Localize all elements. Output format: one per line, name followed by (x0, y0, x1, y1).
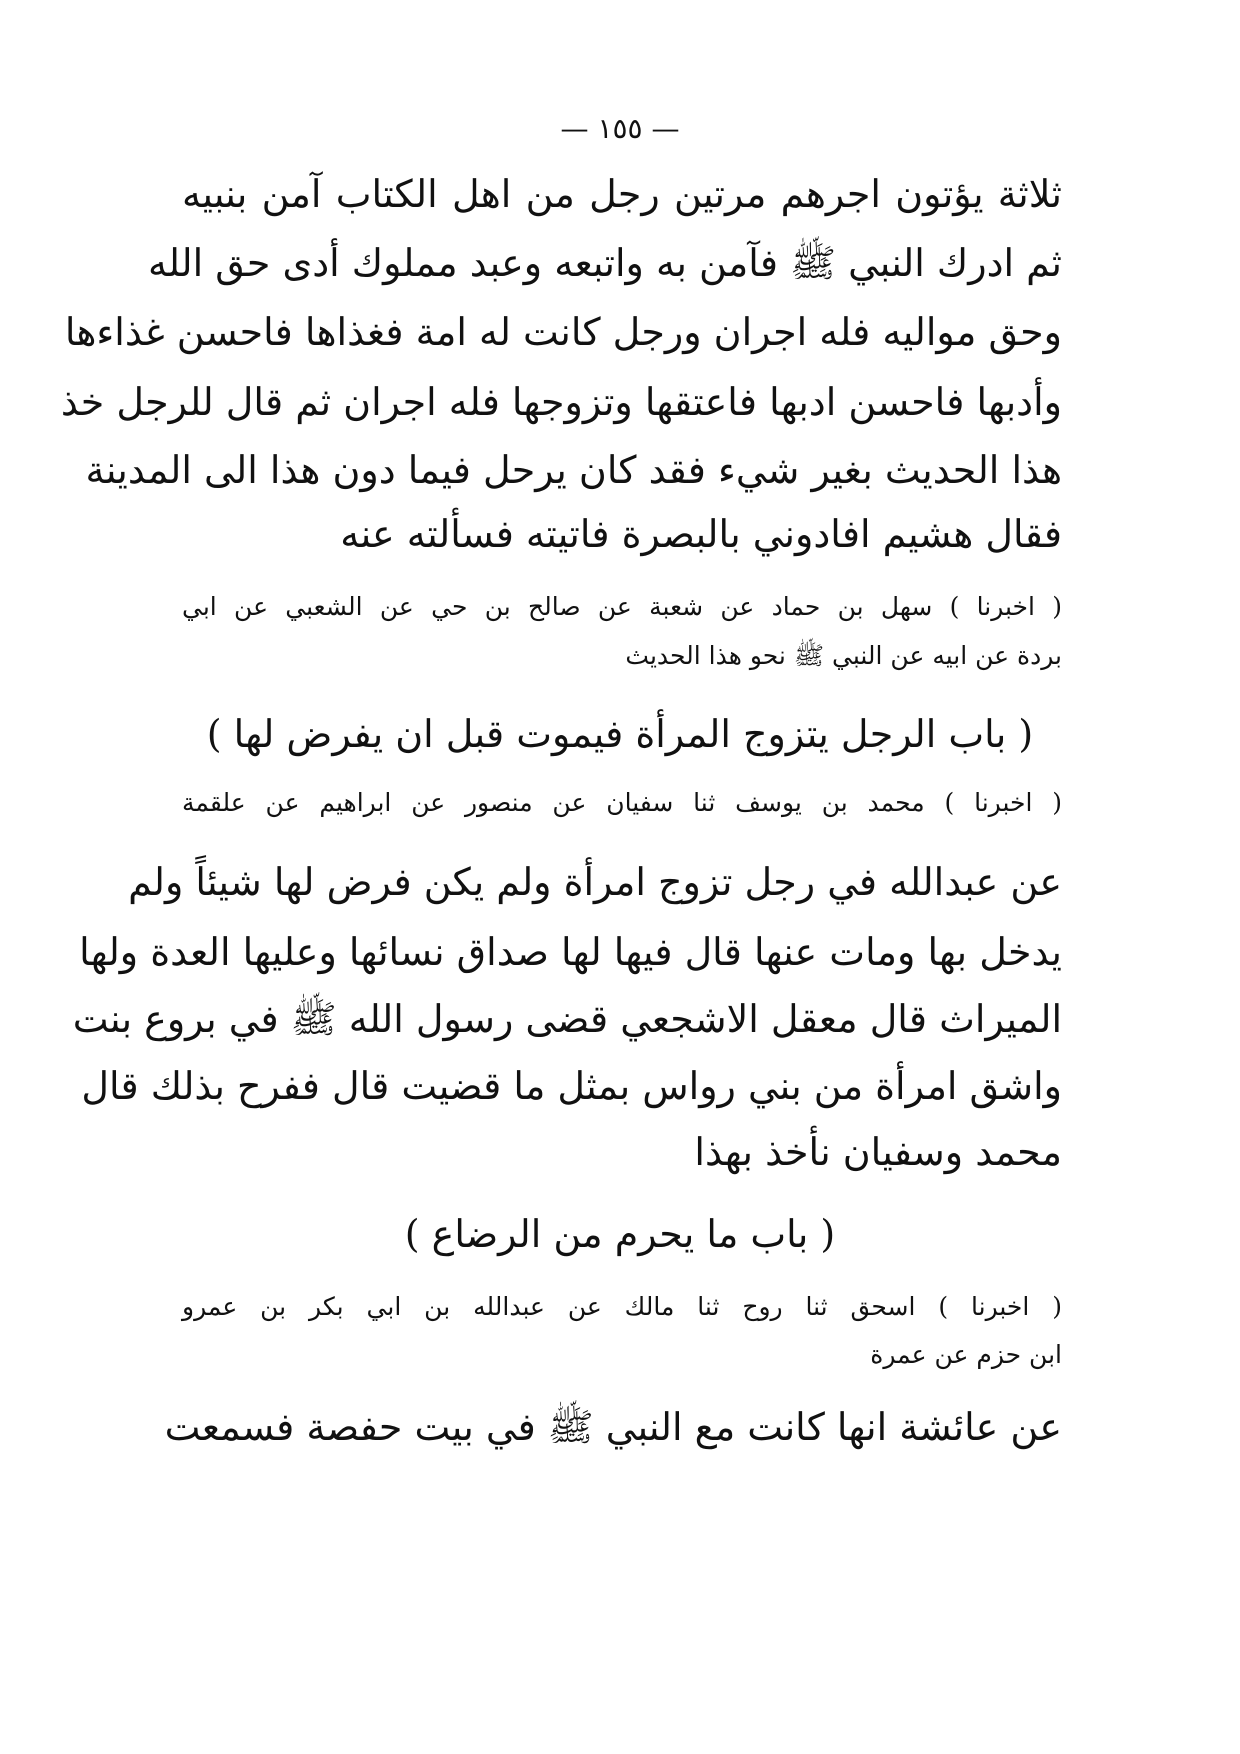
text-line: واشق امرأة من بني رواس بمثل ما قضيت قال ففرح بذلك قال (81, 1064, 1062, 1108)
chapter-heading: ( باب الرجل يتزوج المرأة فيموت قبل ان يفرض لها ) (206, 712, 1034, 756)
text-line: وحق مواليه فله اجران ورجل كانت له امة فغذاها فاحسن غذاءها (64, 310, 1062, 354)
isnad-line: ( اخبرنا ) اسحق ثنا روح ثنا مالك عن عبدالله بن ابي بكر بن عمرو (182, 1292, 1062, 1321)
text-line: هذا الحديث بغير شيء فقد كان يرحل فيما دون هذا الى المدينة (85, 448, 1062, 492)
text-line: فقال هشيم افادوني بالبصرة فاتيته فسألته عنه (340, 512, 1062, 556)
isnad-line: ابن حزم عن عمرة (870, 1340, 1062, 1369)
text-line: ثم ادرك النبي ﷺ فآمن به واتبعه وعبد مملوك أدى حق الله (148, 241, 1062, 285)
text-line: ثلاثة يؤتون اجرهم مرتين رجل من اهل الكتاب آمن بنبيه (182, 172, 1062, 216)
text-line: عن عائشة انها كانت مع النبي ﷺ في بيت حفصة فسمعت (164, 1405, 1062, 1449)
text-line: محمد وسفيان نأخذ بهذا (694, 1130, 1062, 1174)
isnad-line: ( اخبرنا ) محمد بن يوسف ثنا سفيان عن منصور عن ابراهيم عن علقمة (182, 788, 1062, 817)
page-number: — ١٥٥ — (560, 112, 680, 145)
text-line: عن عبدالله في رجل تزوج امرأة ولم يكن فرض لها شيئاً ولم (128, 860, 1062, 904)
isnad-line: ( اخبرنا ) سهل بن حماد عن شعبة عن صالح بن حي عن الشعبي عن ابي (182, 592, 1062, 621)
text-line: يدخل بها ومات عنها قال فيها لها صداق نسائها وعليها العدة ولها (79, 930, 1062, 974)
chapter-heading: ( باب ما يحرم من الرضاع ) (404, 1212, 836, 1256)
isnad-line: بردة عن ابيه عن النبي ﷺ نحو هذا الحديث (625, 641, 1062, 670)
text-line: وأدبها فاحسن ادبها فاعتقها وتزوجها فله اجران ثم قال للرجل خذ (60, 380, 1062, 424)
text-line: الميراث قال معقل الاشجعي قضى رسول الله ﷺ في بروع بنت (72, 997, 1062, 1041)
